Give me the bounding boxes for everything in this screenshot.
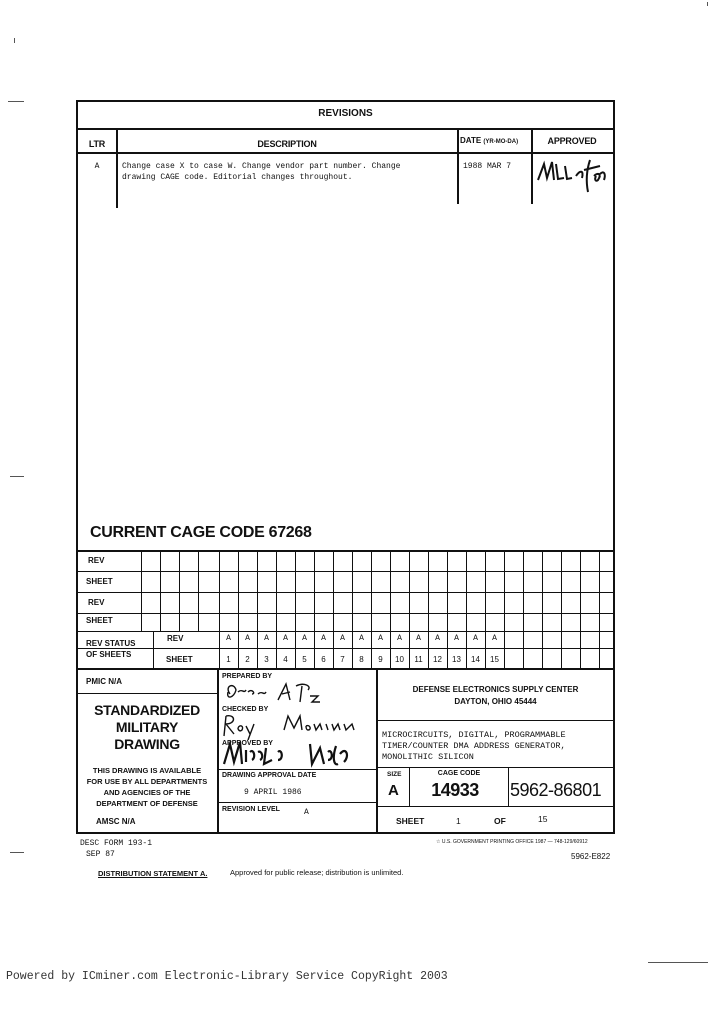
grid-col-line [447, 550, 448, 668]
form-number: DESC FORM 193-1 [80, 839, 153, 848]
grid-col-line [198, 550, 199, 631]
grid-col-line [466, 550, 467, 668]
agency-line1: DEFENSE ELECTRONICS SUPPLY CENTER [412, 685, 579, 694]
title-line3: MONOLITHIC SILICON [382, 752, 474, 762]
grid-col-line [160, 550, 161, 631]
grid-col-line [352, 550, 353, 668]
grid-row-line [76, 613, 615, 614]
status-sheet-cell: 14 [471, 655, 480, 664]
agency-name [377, 684, 614, 708]
title-line1: MICROCIRCUITS, DIGITAL, PROGRAMMABLE [382, 730, 566, 740]
status-rev-cell: A [473, 634, 478, 643]
grid-col-line [485, 550, 486, 668]
grid-col-line [599, 550, 600, 668]
grid-col-line [219, 550, 220, 668]
avail-line1: THIS DRAWING IS AVAILABLE [92, 766, 202, 775]
revision-letter: A [94, 162, 100, 171]
grid-col-line [580, 550, 581, 668]
of-sheets-label: OF SHEETS [86, 650, 132, 659]
drawing-title [382, 730, 566, 763]
document-code: 5962-E822 [571, 852, 611, 861]
status-rev-cell: A [454, 634, 459, 643]
current-cage-code: CURRENT CAGE CODE 67268 [90, 524, 312, 541]
grid-col-line [276, 550, 277, 668]
grid-sheet-label-1: SHEET [86, 577, 113, 586]
grid-col-line [409, 550, 410, 668]
revision-date: 1988 MAR 7 [463, 162, 512, 171]
header-date-label: DATE [460, 136, 482, 145]
status-rev-cell: A [245, 634, 250, 643]
header-ltr: LTR [88, 139, 106, 149]
grid-col-line [179, 550, 180, 631]
grid-col-line [314, 550, 315, 668]
scan-mark [10, 476, 24, 477]
distribution-text: Approved for public release; distribution is unlimited. [230, 868, 404, 877]
revision-level-divider [218, 802, 376, 803]
status-rev-cell: A [321, 634, 326, 643]
grid-col-line [542, 550, 543, 668]
grid-col-line [257, 550, 258, 668]
pmic-text: PMIC N/A [86, 677, 122, 686]
header-date [460, 136, 532, 145]
status-rev-cell: A [416, 634, 421, 643]
status-rev-cell: A [397, 634, 402, 643]
of-label: OF [494, 816, 506, 826]
grid-col-line [523, 550, 524, 668]
status-sheet-cell: 4 [283, 655, 288, 664]
avail-line3: AND AGENCIES OF THE [103, 788, 191, 797]
sheet-number: 1 [456, 816, 461, 826]
status-rev-cell: A [340, 634, 345, 643]
status-sheet-cell: 12 [433, 655, 442, 664]
grid-row-line [76, 571, 615, 572]
frame-right [613, 100, 615, 833]
approver-signature-icon [534, 152, 610, 200]
std-line1: STANDARDIZED [94, 702, 200, 718]
avail-line2: FOR USE BY ALL DEPARTMENTS [86, 777, 208, 786]
agency-line2: DAYTON, OHIO 45444 [454, 697, 537, 706]
cage-code-label: CAGE CODE [437, 770, 481, 777]
std-line3: DRAWING [114, 736, 180, 752]
grid-col-line [428, 550, 429, 668]
distribution-label: DISTRIBUTION STATEMENT A. [98, 869, 208, 878]
approval-date-label: DRAWING APPROVAL DATE [222, 772, 317, 779]
status-sheet-cell: 7 [340, 655, 345, 664]
size-row-divider [377, 806, 614, 807]
drawing-number: 5962-86801 [510, 780, 602, 800]
grid-col-line [390, 550, 391, 668]
status-rev-cell: A [359, 634, 364, 643]
frame-bottom [76, 832, 615, 834]
grid-col-line [504, 550, 505, 668]
grid-col-line [371, 550, 372, 668]
cage-code-value: 14933 [431, 780, 479, 800]
grid-row-line [76, 592, 615, 593]
status-sheet-cell: 13 [452, 655, 461, 664]
grid-col-line [141, 550, 142, 631]
prepared-signature-icon [220, 680, 360, 706]
checked-signature-icon [220, 712, 370, 740]
title-line2: TIMER/COUNTER DMA ADDRESS GENERATOR, [382, 741, 566, 751]
status-sheet-cell: 5 [302, 655, 307, 664]
status-sheet-cell: 9 [378, 655, 383, 664]
status-rev-cell: A [283, 634, 288, 643]
status-rev-cell: A [435, 634, 440, 643]
grid-col-line [333, 550, 334, 668]
powered-by-notice: Powered by ICminer.com Electronic-Library Service CopyRight 2003 [6, 970, 448, 983]
approved-signature-icon [220, 738, 370, 770]
grid-row-line [76, 648, 615, 649]
header-approved: APPROVED [547, 136, 597, 146]
col-divider-date [457, 128, 459, 204]
description-divider [377, 767, 614, 768]
scan-mark [14, 38, 15, 43]
sheet-label: SHEET [396, 816, 425, 826]
gpo-notice: ☆ U.S. GOVERNMENT PRINTING OFFICE 1987 — 748-129/60912 [436, 839, 588, 845]
grid-row-line [76, 631, 615, 632]
status-rev-cell: A [264, 634, 269, 643]
checked-by-label: CHECKED BY [222, 706, 269, 713]
grid-col-line [295, 550, 296, 668]
cage-divider [508, 767, 509, 807]
revisions-title-divider [76, 128, 615, 130]
status-sheet-cell: 15 [490, 655, 499, 664]
grid-row-line [76, 550, 615, 552]
status-sheet-cell: 1 [226, 655, 231, 664]
header-description: DESCRIPTION [257, 139, 317, 149]
std-line2: MILITARY [115, 719, 179, 735]
revision-description-line2: drawing CAGE code. Editorial changes throughout. [122, 173, 353, 182]
pmic-divider [76, 693, 218, 694]
status-sheet-cell: 2 [245, 655, 250, 664]
rev-status-label: REV STATUS [86, 639, 136, 648]
grid-rev-label-2: REV [88, 598, 105, 607]
avail-line4: DEPARTMENT OF DEFENSE [96, 799, 198, 808]
agency-divider [377, 720, 614, 721]
status-rev-label: REV [167, 634, 184, 643]
status-rev-cell: A [378, 634, 383, 643]
grid-sheet-label-2: SHEET [86, 616, 113, 625]
status-sheet-cell: 11 [414, 655, 423, 664]
approval-date: 9 APRIL 1986 [244, 788, 302, 797]
status-rev-cell: A [226, 634, 231, 643]
form-date: SEP 87 [86, 850, 115, 859]
revisions-title: REVISIONS [318, 108, 373, 119]
status-sheet-cell: 6 [321, 655, 326, 664]
grid-rev-label-1: REV [88, 556, 105, 565]
status-sheet-label: SHEET [166, 655, 193, 664]
grid-col-line [561, 550, 562, 668]
prepared-by-label: PREPARED BY [222, 673, 273, 680]
approved-by-label: APPROVED BY [222, 740, 273, 747]
grid-col-line [153, 631, 154, 668]
status-sheet-cell: 8 [359, 655, 364, 664]
size-value: A [388, 782, 399, 799]
standardized-military-drawing [76, 702, 218, 753]
revision-description-line1: Change case X to case W. Change vendor part number. Change [122, 162, 401, 171]
scan-mark [707, 2, 708, 6]
amsc-text: AMSC N/A [96, 817, 136, 826]
total-sheets: 15 [538, 814, 548, 824]
status-rev-cell: A [302, 634, 307, 643]
scan-mark [10, 852, 24, 853]
header-date-format: (YR-MO-DA) [483, 139, 519, 145]
revision-level-label: REVISION LEVEL [222, 806, 280, 813]
status-sheet-cell: 3 [264, 655, 269, 664]
title-block-top [76, 668, 615, 670]
availability-statement [76, 765, 218, 809]
grid-col-line [238, 550, 239, 668]
scan-mark [8, 101, 24, 102]
frame-top [76, 100, 615, 102]
status-sheet-cell: 10 [395, 655, 404, 664]
size-label: SIZE [387, 771, 402, 778]
status-rev-cell: A [492, 634, 497, 643]
scan-mark [648, 962, 708, 963]
revision-level: A [304, 808, 309, 817]
